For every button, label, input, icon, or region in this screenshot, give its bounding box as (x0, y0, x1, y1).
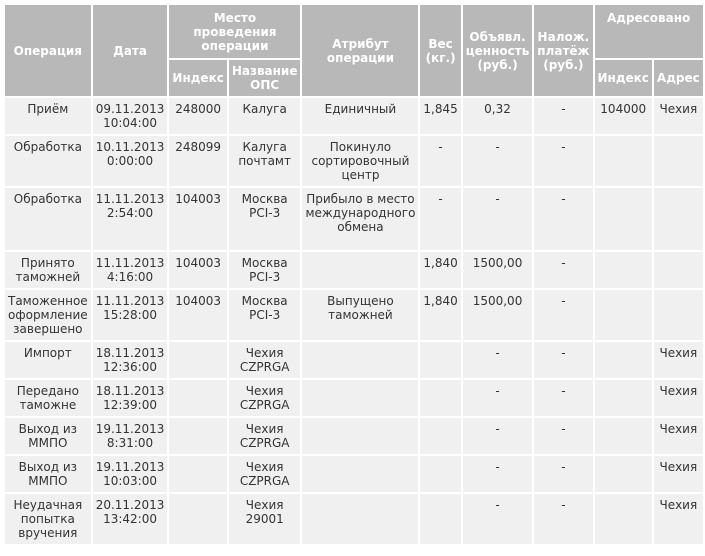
cell-cod: - (534, 136, 592, 186)
table-row (5, 252, 703, 288)
cell-declared: - (463, 342, 533, 378)
cell-operation: Выход из ММПО (5, 456, 91, 492)
col-group-addressed: Адресовано (595, 5, 703, 58)
cell-date: 10.11.2013 0:00:00 (93, 136, 168, 186)
cell-weight (420, 342, 460, 378)
cell-weight (420, 456, 460, 492)
cell-addr (654, 136, 703, 186)
cell-addr-index (595, 456, 652, 492)
cell-place-name: Калуга (229, 98, 301, 134)
cell-attribute (302, 342, 418, 378)
cell-operation: Передано таможне (5, 380, 91, 416)
cell-addr: Чехия (654, 98, 703, 134)
cell-weight (420, 494, 460, 544)
cell-addr: Чехия (654, 380, 703, 416)
cell-addr-index: 104000 (595, 98, 652, 134)
cell-weight: - (420, 188, 460, 250)
cell-addr-index (595, 188, 652, 250)
cell-date: 11.11.2013 2:54:00 (93, 188, 168, 250)
cell-weight (420, 380, 460, 416)
cell-attribute (302, 252, 418, 288)
tracking-table (3, 3, 705, 546)
cell-cod: - (534, 456, 592, 492)
cell-weight: - (420, 136, 460, 186)
cell-operation: Принято таможней (5, 252, 91, 288)
cell-attribute (302, 418, 418, 454)
cell-date: 19.11.2013 8:31:00 (93, 418, 168, 454)
cell-addr: Чехия (654, 418, 703, 454)
cell-declared: - (463, 494, 533, 544)
table-row (5, 136, 703, 186)
col-operation: Операция (5, 5, 91, 96)
cell-date: 11.11.2013 4:16:00 (93, 252, 168, 288)
col-attribute: Атрибут операции (302, 5, 418, 96)
cell-weight: 1,840 (420, 290, 460, 340)
cell-date: 20.11.2013 13:42:00 (93, 494, 168, 544)
cell-cod: - (534, 188, 592, 250)
cell-place-name: Москва PCI-3 (229, 188, 301, 250)
cell-operation: Выход из ММПО (5, 418, 91, 454)
cell-declared: - (463, 380, 533, 416)
table-row (5, 290, 703, 340)
cell-date: 18.11.2013 12:36:00 (93, 342, 168, 378)
cell-attribute: Выпущено таможней (302, 290, 418, 340)
cell-date: 11.11.2013 15:28:00 (93, 290, 168, 340)
table-row (5, 98, 703, 134)
cell-addr-index (595, 418, 652, 454)
cell-place-name: Чехия CZPRGA (229, 342, 301, 378)
cell-index (169, 380, 226, 416)
cell-declared: - (463, 136, 533, 186)
cell-addr-index (595, 494, 652, 544)
cell-index (169, 418, 226, 454)
cell-cod: - (534, 252, 592, 288)
cell-place-name: Москва PCI-3 (229, 252, 301, 288)
cell-declared: 1500,00 (463, 252, 533, 288)
cell-place-name: Чехия CZPRGA (229, 418, 301, 454)
cell-addr: Чехия (654, 494, 703, 544)
cell-index: 104003 (169, 188, 226, 250)
cell-declared: - (463, 456, 533, 492)
cell-place-name: Калуга почтамт (229, 136, 301, 186)
cell-addr: Чехия (654, 342, 703, 378)
cell-cod: - (534, 290, 592, 340)
cell-operation: Неудачная попытка вручения (5, 494, 91, 544)
col-weight: Вес (кг.) (420, 5, 460, 96)
table-row (5, 342, 703, 378)
col-addr-address: Адрес (654, 60, 703, 96)
cell-weight: 1,845 (420, 98, 460, 134)
cell-addr-index (595, 136, 652, 186)
cell-index: 104003 (169, 252, 226, 288)
table-row (5, 418, 703, 454)
table-body (5, 98, 703, 544)
cell-addr (654, 252, 703, 288)
cell-index (169, 342, 226, 378)
table-row (5, 380, 703, 416)
cell-weight: 1,840 (420, 252, 460, 288)
col-addr-index: Индекс (595, 60, 652, 96)
table-header (5, 5, 703, 96)
cell-cod: - (534, 98, 592, 134)
cell-index (169, 456, 226, 492)
cell-attribute (302, 456, 418, 492)
cell-addr-index (595, 342, 652, 378)
cell-attribute (302, 380, 418, 416)
cell-declared: - (463, 188, 533, 250)
cell-date: 19.11.2013 10:03:00 (93, 456, 168, 492)
cell-addr: Чехия (654, 456, 703, 492)
cell-date: 09.11.2013 10:04:00 (93, 98, 168, 134)
table-row (5, 188, 703, 250)
cell-place-name: Чехия CZPRGA (229, 456, 301, 492)
cell-cod: - (534, 494, 592, 544)
cell-attribute: Прибыло в место международного обмена (302, 188, 418, 250)
cell-addr-index (595, 380, 652, 416)
table-row (5, 456, 703, 492)
cell-addr (654, 188, 703, 250)
cell-declared: 0,32 (463, 98, 533, 134)
cell-date: 18.11.2013 12:39:00 (93, 380, 168, 416)
cell-cod: - (534, 418, 592, 454)
cell-cod: - (534, 380, 592, 416)
col-group-place: Место проведения операции (169, 5, 300, 58)
cell-weight (420, 418, 460, 454)
cell-index: 248099 (169, 136, 226, 186)
col-place-name: Название ОПС (229, 60, 301, 96)
cell-declared: - (463, 418, 533, 454)
cell-attribute: Покинуло сортировочный центр (302, 136, 418, 186)
cell-addr-index (595, 290, 652, 340)
cell-addr (654, 290, 703, 340)
cell-index: 248000 (169, 98, 226, 134)
cell-declared: 1500,00 (463, 290, 533, 340)
cell-operation: Приём (5, 98, 91, 134)
cell-operation: Обработка (5, 136, 91, 186)
cell-index (169, 494, 226, 544)
cell-operation: Импорт (5, 342, 91, 378)
cell-operation: Таможенное оформление завершено (5, 290, 91, 340)
table-row (5, 494, 703, 544)
cell-place-name: Чехия CZPRGA (229, 380, 301, 416)
col-date: Дата (93, 5, 168, 96)
col-place-index: Индекс (169, 60, 226, 96)
cell-place-name: Чехия 29001 (229, 494, 301, 544)
cell-attribute: Единичный (302, 98, 418, 134)
col-cod: Налож. платёж (руб.) (534, 5, 592, 96)
col-declared-value: Объявл. ценность (руб.) (463, 5, 533, 96)
cell-attribute (302, 494, 418, 544)
cell-place-name: Москва PCI-3 (229, 290, 301, 340)
cell-addr-index (595, 252, 652, 288)
cell-cod: - (534, 342, 592, 378)
cell-index: 104003 (169, 290, 226, 340)
cell-operation: Обработка (5, 188, 91, 250)
